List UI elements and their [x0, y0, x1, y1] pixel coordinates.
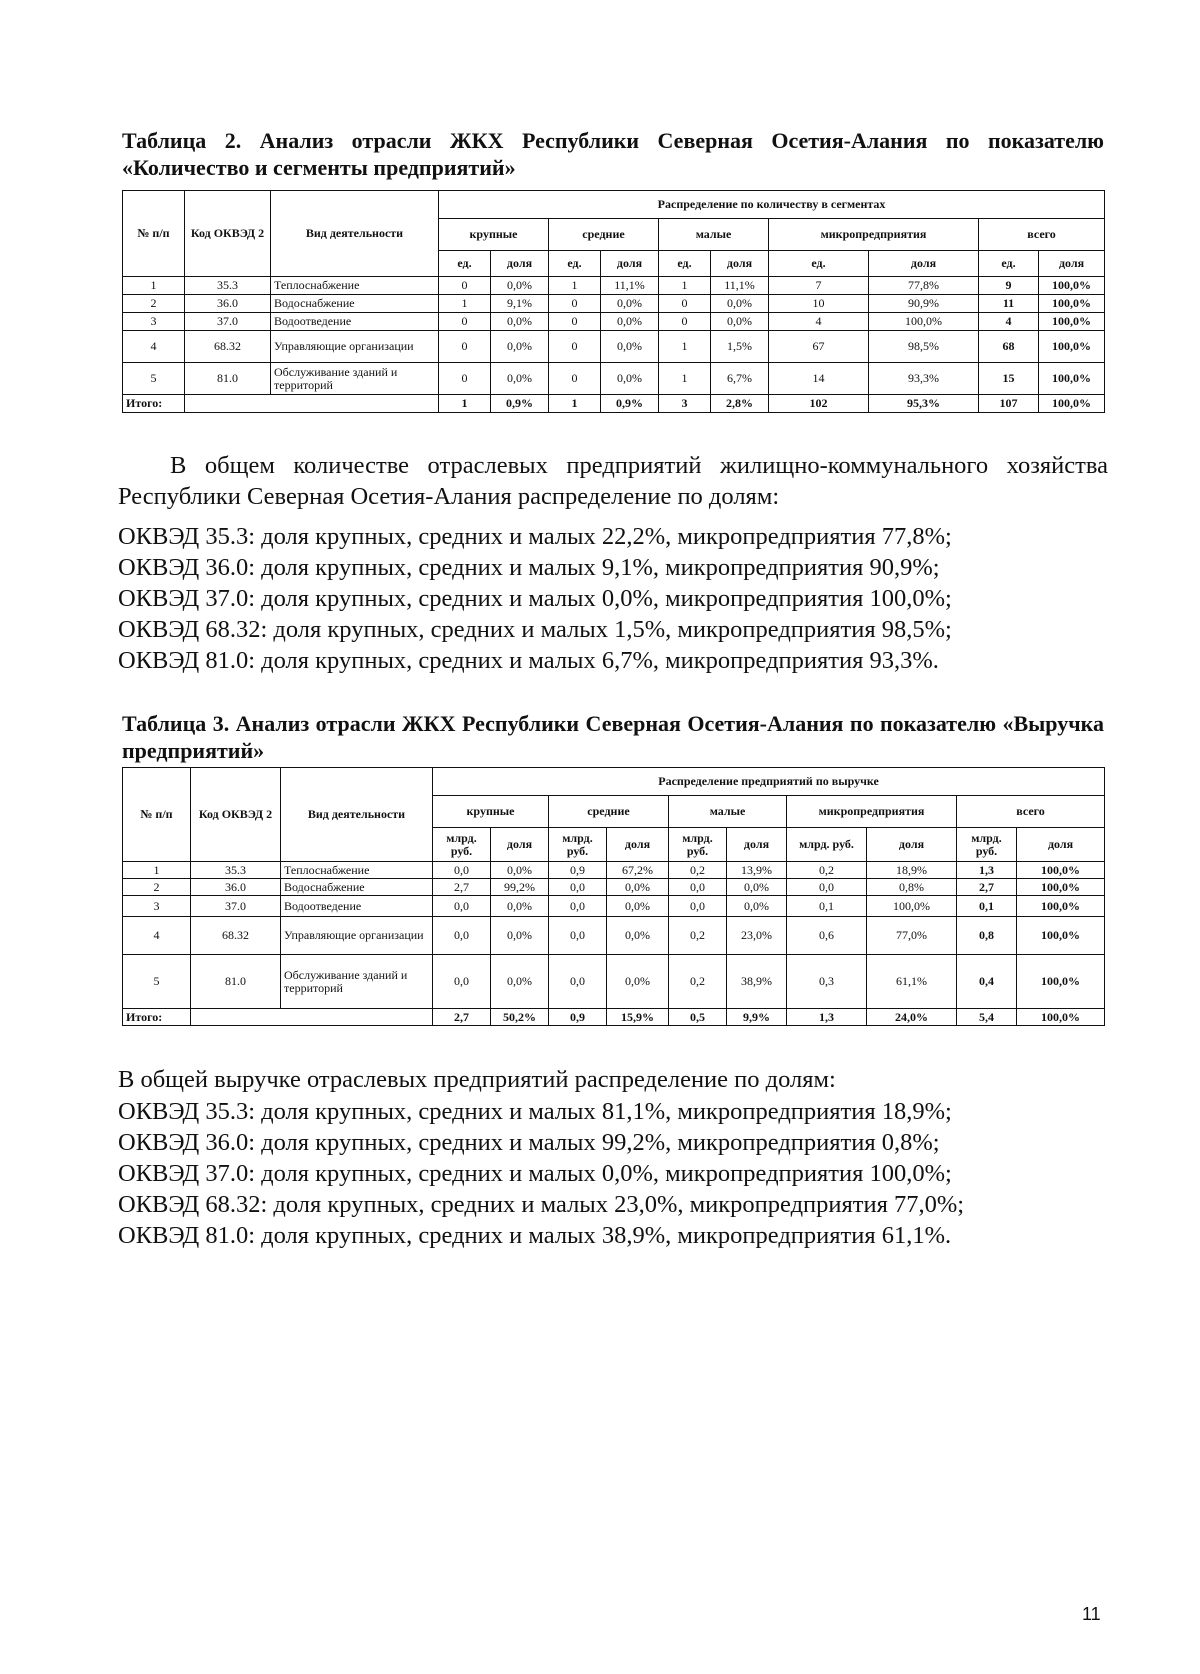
header-num: № п/п: [123, 768, 191, 862]
header-share: доля: [727, 828, 787, 862]
text-line: ОКВЭД 36.0: доля крупных, средних и малых 99,2%, микропредприятия 0,8%;: [118, 1129, 940, 1156]
okved-code: 37.0: [185, 313, 271, 331]
cell-value: 0,0: [669, 879, 727, 896]
row-number: 1: [123, 862, 191, 879]
cell-share: 0,0%: [491, 313, 549, 331]
total-value: 107: [979, 395, 1039, 413]
cell-value: 14: [769, 363, 869, 395]
header-share: доля: [1017, 828, 1105, 862]
total-share: 9,9%: [727, 1009, 787, 1026]
header-unit: млрд. руб.: [957, 828, 1017, 862]
cell-share: 100,0%: [1039, 363, 1105, 395]
text-line: ОКВЭД 68.32: доля крупных, средних и малых 23,0%, микропредприятия 77,0%;: [118, 1191, 965, 1218]
cell-value: 0,0: [433, 955, 491, 1009]
cell-value: 0: [659, 313, 711, 331]
activity-name: Управляющие организации: [281, 917, 433, 955]
text-line: ОКВЭД 37.0: доля крупных, средних и малых 0,0%, микропредприятия 100,0%;: [118, 585, 952, 612]
cell-value: 67: [769, 331, 869, 363]
cell-value: 2,7: [433, 879, 491, 896]
okved-code: 36.0: [191, 879, 281, 896]
cell-share: 77,8%: [869, 277, 979, 295]
okved-code: 81.0: [191, 955, 281, 1009]
header-share: доля: [1039, 251, 1105, 277]
table3: [122, 767, 1105, 1026]
cell-share: 100,0%: [1017, 862, 1105, 879]
cell-share: 67,2%: [607, 862, 669, 879]
total-share: 24,0%: [867, 1009, 957, 1026]
cell-value: 15: [979, 363, 1039, 395]
header-segment: всего: [957, 796, 1105, 828]
activity-name: Управляющие организации: [271, 331, 439, 363]
table-row: [123, 917, 1105, 955]
total-value: 1: [549, 395, 601, 413]
cell-value: 0,0: [787, 879, 867, 896]
table2-total-row: [123, 395, 1105, 413]
table-row: [123, 363, 1105, 395]
cell-share: 0,0%: [601, 295, 659, 313]
cell-value: 0: [439, 277, 491, 295]
total-share: 2,8%: [711, 395, 769, 413]
cell-share: 11,1%: [601, 277, 659, 295]
cell-share: 0,0%: [491, 363, 549, 395]
cell-share: 0,0%: [607, 955, 669, 1009]
header-segment: микропредприятия: [787, 796, 957, 828]
cell-share: 38,9%: [727, 955, 787, 1009]
row-number: 1: [123, 277, 185, 295]
cell-share: 13,9%: [727, 862, 787, 879]
cell-value: 1: [659, 363, 711, 395]
table3-total-row: [123, 1009, 1105, 1026]
text-line: ОКВЭД 37.0: доля крупных, средних и малых 0,0%, микропредприятия 100,0%;: [118, 1160, 952, 1187]
cell-share: 100,0%: [1039, 313, 1105, 331]
header-segment: средние: [549, 796, 669, 828]
table2-body: [123, 277, 1105, 395]
okved-code: 35.3: [191, 862, 281, 879]
cell-value: 0: [439, 313, 491, 331]
cell-value: 0,2: [787, 862, 867, 879]
cell-value: 4: [769, 313, 869, 331]
table-row: [123, 313, 1105, 331]
cell-share: 0,0%: [711, 313, 769, 331]
table3-caption: Таблица 3. Анализ отрасли ЖКХ Республики Северная Осетия-Алания по показателю «Выручка предприятий»: [122, 711, 1104, 763]
row-number: 2: [123, 879, 191, 896]
header-segment: крупные: [439, 219, 549, 251]
paragraph-count-intro: [118, 450, 1108, 512]
header-segment: всего: [979, 219, 1105, 251]
cell-share: 11,1%: [711, 277, 769, 295]
text-line: ОКВЭД 81.0: доля крупных, средних и малых 38,9%, микропредприятия 61,1%.: [118, 1222, 952, 1249]
cell-value: 0,0: [433, 896, 491, 917]
total-share: 100,0%: [1039, 395, 1105, 413]
cell-value: 0,0: [433, 917, 491, 955]
table-row: [123, 879, 1105, 896]
cell-share: 100,0%: [1039, 331, 1105, 363]
text-line: ОКВЭД 35.3: доля крупных, средних и малых 81,1%, микропредприятия 18,9%;: [118, 1098, 952, 1125]
cell-share: 0,0%: [601, 313, 659, 331]
activity-name: Водоотведение: [271, 313, 439, 331]
revenue-lines: [118, 1096, 1108, 1251]
total-value: 1: [439, 395, 491, 413]
activity-name: Водоснабжение: [281, 879, 433, 896]
text-line: ОКВЭД 35.3: доля крупных, средних и малых 22,2%, микропредприятия 77,8%;: [118, 523, 952, 550]
table2-caption: Таблица 2. Анализ отрасли ЖКХ Республики Северная Осетия-Алания по показателю «Количество и сегменты предприятий»: [122, 128, 1104, 180]
cell-share: 0,0%: [491, 862, 549, 879]
header-segment: малые: [659, 219, 769, 251]
total-label: Итого:: [123, 395, 185, 413]
cell-value: 0: [659, 295, 711, 313]
cell-share: 0,0%: [601, 331, 659, 363]
total-value: 5,4: [957, 1009, 1017, 1026]
header-unit: млрд. руб.: [433, 828, 491, 862]
cell-share: 100,0%: [1017, 879, 1105, 896]
activity-name: Теплоснабжение: [271, 277, 439, 295]
cell-share: 0,0%: [607, 879, 669, 896]
header-share: доля: [607, 828, 669, 862]
total-value: 1,3: [787, 1009, 867, 1026]
cell-share: 0,0%: [491, 917, 549, 955]
row-number: 3: [123, 896, 191, 917]
cell-share: 1,5%: [711, 331, 769, 363]
cell-share: 0,0%: [491, 277, 549, 295]
row-number: 4: [123, 331, 185, 363]
cell-value: 0,1: [787, 896, 867, 917]
header-share: доля: [869, 251, 979, 277]
row-number: 4: [123, 917, 191, 955]
cell-value: 0,0: [549, 896, 607, 917]
activity-name: Теплоснабжение: [281, 862, 433, 879]
cell-share: 9,1%: [491, 295, 549, 313]
page-number: 11: [1082, 1604, 1101, 1624]
cell-share: 0,0%: [607, 896, 669, 917]
cell-value: 0,4: [957, 955, 1017, 1009]
header-unit: ед.: [549, 251, 601, 277]
text-line: ОКВЭД 68.32: доля крупных, средних и малых 1,5%, микропредприятия 98,5%;: [118, 616, 952, 643]
okved-code: 35.3: [185, 277, 271, 295]
okved-code: 81.0: [185, 363, 271, 395]
total-value: 2,7: [433, 1009, 491, 1026]
okved-code: 36.0: [185, 295, 271, 313]
activity-name: Обслуживание зданий и территорий: [281, 955, 433, 1009]
header-activity: Вид деятельности: [281, 768, 433, 862]
cell-value: 1: [659, 331, 711, 363]
activity-name: Водоотведение: [281, 896, 433, 917]
header-segment: крупные: [433, 796, 549, 828]
total-value: 102: [769, 395, 869, 413]
activity-name: Водоснабжение: [271, 295, 439, 313]
header-segment: микропредприятия: [769, 219, 979, 251]
header-group: Распределение по количеству в сегментах: [439, 191, 1105, 219]
table2: [122, 190, 1105, 413]
cell-value: 0,9: [549, 862, 607, 879]
header-code: Код ОКВЭД 2: [191, 768, 281, 862]
cell-share: 100,0%: [867, 896, 957, 917]
cell-value: 0,2: [669, 862, 727, 879]
okved-code: 68.32: [185, 331, 271, 363]
cell-share: 0,0%: [607, 917, 669, 955]
header-share: доля: [491, 251, 549, 277]
cell-share: 0,0%: [491, 331, 549, 363]
header-segment: средние: [549, 219, 659, 251]
total-empty-cell: [191, 1009, 433, 1026]
cell-value: 0,3: [787, 955, 867, 1009]
cell-value: 0,2: [669, 955, 727, 1009]
cell-value: 0,2: [669, 917, 727, 955]
cell-value: 9: [979, 277, 1039, 295]
header-code: Код ОКВЭД 2: [185, 191, 271, 277]
cell-value: 2,7: [957, 879, 1017, 896]
cell-value: 0,0: [669, 896, 727, 917]
cell-value: 0: [549, 331, 601, 363]
table-row: [123, 295, 1105, 313]
table-row: [123, 331, 1105, 363]
cell-share: 100,0%: [1017, 955, 1105, 1009]
total-empty-cell: [185, 395, 439, 413]
cell-share: 18,9%: [867, 862, 957, 879]
header-num: № п/п: [123, 191, 185, 277]
row-number: 2: [123, 295, 185, 313]
header-share: доля: [491, 828, 549, 862]
table-row: [123, 955, 1105, 1009]
cell-share: 98,5%: [869, 331, 979, 363]
cell-share: 61,1%: [867, 955, 957, 1009]
row-number: 3: [123, 313, 185, 331]
count-lines: [118, 521, 1108, 676]
cell-value: 0,0: [433, 862, 491, 879]
header-share: доля: [867, 828, 957, 862]
cell-share: 0,0%: [711, 295, 769, 313]
cell-value: 0: [439, 331, 491, 363]
cell-value: 0: [549, 313, 601, 331]
total-share: 95,3%: [869, 395, 979, 413]
total-value: 3: [659, 395, 711, 413]
cell-value: 0,0: [549, 879, 607, 896]
total-share: 50,2%: [491, 1009, 549, 1026]
cell-value: 68: [979, 331, 1039, 363]
cell-share: 100,0%: [1039, 277, 1105, 295]
total-share: 100,0%: [1017, 1009, 1105, 1026]
cell-share: 0,0%: [727, 879, 787, 896]
cell-share: 23,0%: [727, 917, 787, 955]
total-share: 0,9%: [491, 395, 549, 413]
cell-value: 0,0: [549, 917, 607, 955]
row-number: 5: [123, 363, 185, 395]
cell-share: 0,0%: [727, 896, 787, 917]
cell-value: 1,3: [957, 862, 1017, 879]
total-label: Итого:: [123, 1009, 191, 1026]
cell-value: 10: [769, 295, 869, 313]
header-share: доля: [711, 251, 769, 277]
table-row: [123, 277, 1105, 295]
total-value: 0,9: [549, 1009, 607, 1026]
cell-value: 7: [769, 277, 869, 295]
text-line: ОКВЭД 81.0: доля крупных, средних и малых 6,7%, микропредприятия 93,3%.: [118, 647, 939, 674]
cell-value: 11: [979, 295, 1039, 313]
header-activity: Вид деятельности: [271, 191, 439, 277]
intro-text: В общей выручке отраслевых предприятий распределение по долям:: [118, 1066, 836, 1093]
cell-value: 1: [659, 277, 711, 295]
total-value: 0,5: [669, 1009, 727, 1026]
table3-body: [123, 862, 1105, 1009]
header-share: доля: [601, 251, 659, 277]
cell-value: 0: [439, 363, 491, 395]
table-row: [123, 896, 1105, 917]
cell-share: 0,0%: [491, 955, 549, 1009]
header-unit: ед.: [769, 251, 869, 277]
cell-share: 0,0%: [601, 363, 659, 395]
header-segment: малые: [669, 796, 787, 828]
cell-share: 0,8%: [867, 879, 957, 896]
cell-share: 100,0%: [1017, 896, 1105, 917]
cell-value: 0: [549, 363, 601, 395]
cell-share: 0,0%: [491, 896, 549, 917]
cell-share: 100,0%: [1017, 917, 1105, 955]
cell-share: 90,9%: [869, 295, 979, 313]
cell-value: 0,6: [787, 917, 867, 955]
okved-code: 37.0: [191, 896, 281, 917]
header-unit: ед.: [439, 251, 491, 277]
cell-value: 0: [549, 295, 601, 313]
okved-code: 68.32: [191, 917, 281, 955]
cell-share: 93,3%: [869, 363, 979, 395]
cell-value: 0,1: [957, 896, 1017, 917]
total-share: 15,9%: [607, 1009, 669, 1026]
cell-value: 1: [439, 295, 491, 313]
header-unit: ед.: [979, 251, 1039, 277]
cell-value: 0,0: [549, 955, 607, 1009]
cell-value: 0,8: [957, 917, 1017, 955]
activity-name: Обслуживание зданий и территорий: [271, 363, 439, 395]
cell-share: 100,0%: [869, 313, 979, 331]
paragraph-revenue-intro: [118, 1064, 1108, 1095]
table-row: [123, 862, 1105, 879]
text-line: ОКВЭД 36.0: доля крупных, средних и малых 9,1%, микропредприятия 90,9%;: [118, 554, 940, 581]
intro-text: В общем количестве отраслевых предприятий жилищно-коммунального хозяйства Республики Северная Осетия-Алания распределение по долям:: [118, 452, 1108, 510]
header-unit: млрд. руб.: [669, 828, 727, 862]
cell-share: 6,7%: [711, 363, 769, 395]
cell-value: 4: [979, 313, 1039, 331]
total-share: 0,9%: [601, 395, 659, 413]
cell-share: 100,0%: [1039, 295, 1105, 313]
row-number: 5: [123, 955, 191, 1009]
header-unit: млрд. руб.: [549, 828, 607, 862]
cell-value: 1: [549, 277, 601, 295]
header-unit: ед.: [659, 251, 711, 277]
header-unit: млрд. руб.: [787, 828, 867, 862]
header-group: Распределение предприятий по выручке: [433, 768, 1105, 796]
cell-share: 77,0%: [867, 917, 957, 955]
cell-share: 99,2%: [491, 879, 549, 896]
